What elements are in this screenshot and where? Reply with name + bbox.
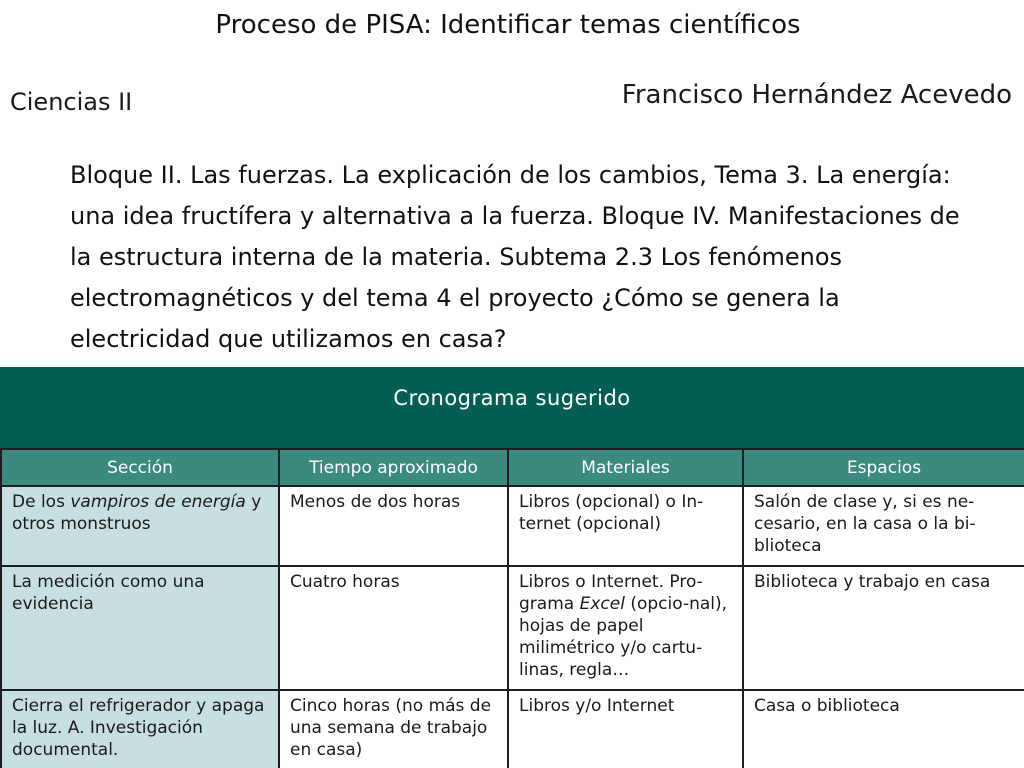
cell-section bbox=[1, 690, 279, 768]
cell-text: Libros o Internet. Pro-grama bbox=[519, 572, 703, 614]
column-header-spaces: Espacios bbox=[743, 449, 1024, 486]
table-row bbox=[1, 690, 1024, 768]
table-row bbox=[1, 566, 1024, 690]
intro-text: Bloque II. Las fuerzas. La explicación de los cambios, Tema 3. La energía: una idea fructífera y alternativa a la fuerza. Bloque IV. Manifestaciones de la estructura interna de la materia. Subtema 2.3 Los fenómenos electromagnéticos y del tema 4 el proyecto ¿Cómo se genera la electricidad que utilizamos en casa? bbox=[70, 161, 960, 353]
cell-time: Cuatro horas bbox=[279, 566, 508, 690]
cell-materials bbox=[508, 486, 743, 566]
cell-spaces: Casa o biblioteca bbox=[743, 690, 1024, 768]
cell-materials bbox=[508, 690, 743, 768]
course-name: Ciencias II bbox=[10, 88, 133, 116]
intro-paragraph bbox=[70, 155, 970, 360]
cell-text: Cierra el refrigerador y apaga la luz. A. Investigación documental. bbox=[12, 696, 265, 760]
table-row bbox=[1, 486, 1024, 566]
cell-spaces: Biblioteca y trabajo en casa bbox=[743, 566, 1024, 690]
cell-section bbox=[1, 566, 279, 690]
column-header-section: Sección bbox=[1, 449, 279, 486]
cell-materials bbox=[508, 566, 743, 690]
cell-text-italic: vampiros de energía bbox=[70, 492, 246, 512]
schedule-table bbox=[0, 448, 1024, 768]
schedule-panel bbox=[0, 367, 1024, 768]
cell-section bbox=[1, 486, 279, 566]
author-name: Francisco Hernández Acevedo bbox=[621, 80, 1012, 110]
cell-text: La medición como una evidencia bbox=[12, 572, 205, 614]
page-title: Proceso de PISA: Identificar temas científicos bbox=[215, 10, 801, 40]
cell-time: Menos de dos horas bbox=[279, 486, 508, 566]
cell-spaces: Salón de clase y, si es ne-cesario, en la casa o la bi-blioteca bbox=[743, 486, 1024, 566]
cell-time: Cinco horas (no más de una semana de trabajo en casa) bbox=[279, 690, 508, 768]
cell-text-italic: Excel bbox=[579, 594, 625, 614]
cell-text: Libros y/o Internet bbox=[519, 696, 675, 716]
column-header-time: Tiempo aproximado bbox=[279, 449, 508, 486]
schedule-title: Cronograma sugerido bbox=[0, 367, 1024, 448]
cell-text: (opcio-nal), hojas de papel milimétrico y/o cartu-linas, regla… bbox=[519, 594, 728, 680]
cell-text: y otros monstruos bbox=[12, 492, 262, 534]
header-row bbox=[1, 449, 1024, 486]
cell-text: Libros (opcional) o In-ternet (opcional) bbox=[519, 492, 704, 534]
column-header-materials: Materiales bbox=[508, 449, 743, 486]
cell-text: De los bbox=[12, 492, 71, 512]
